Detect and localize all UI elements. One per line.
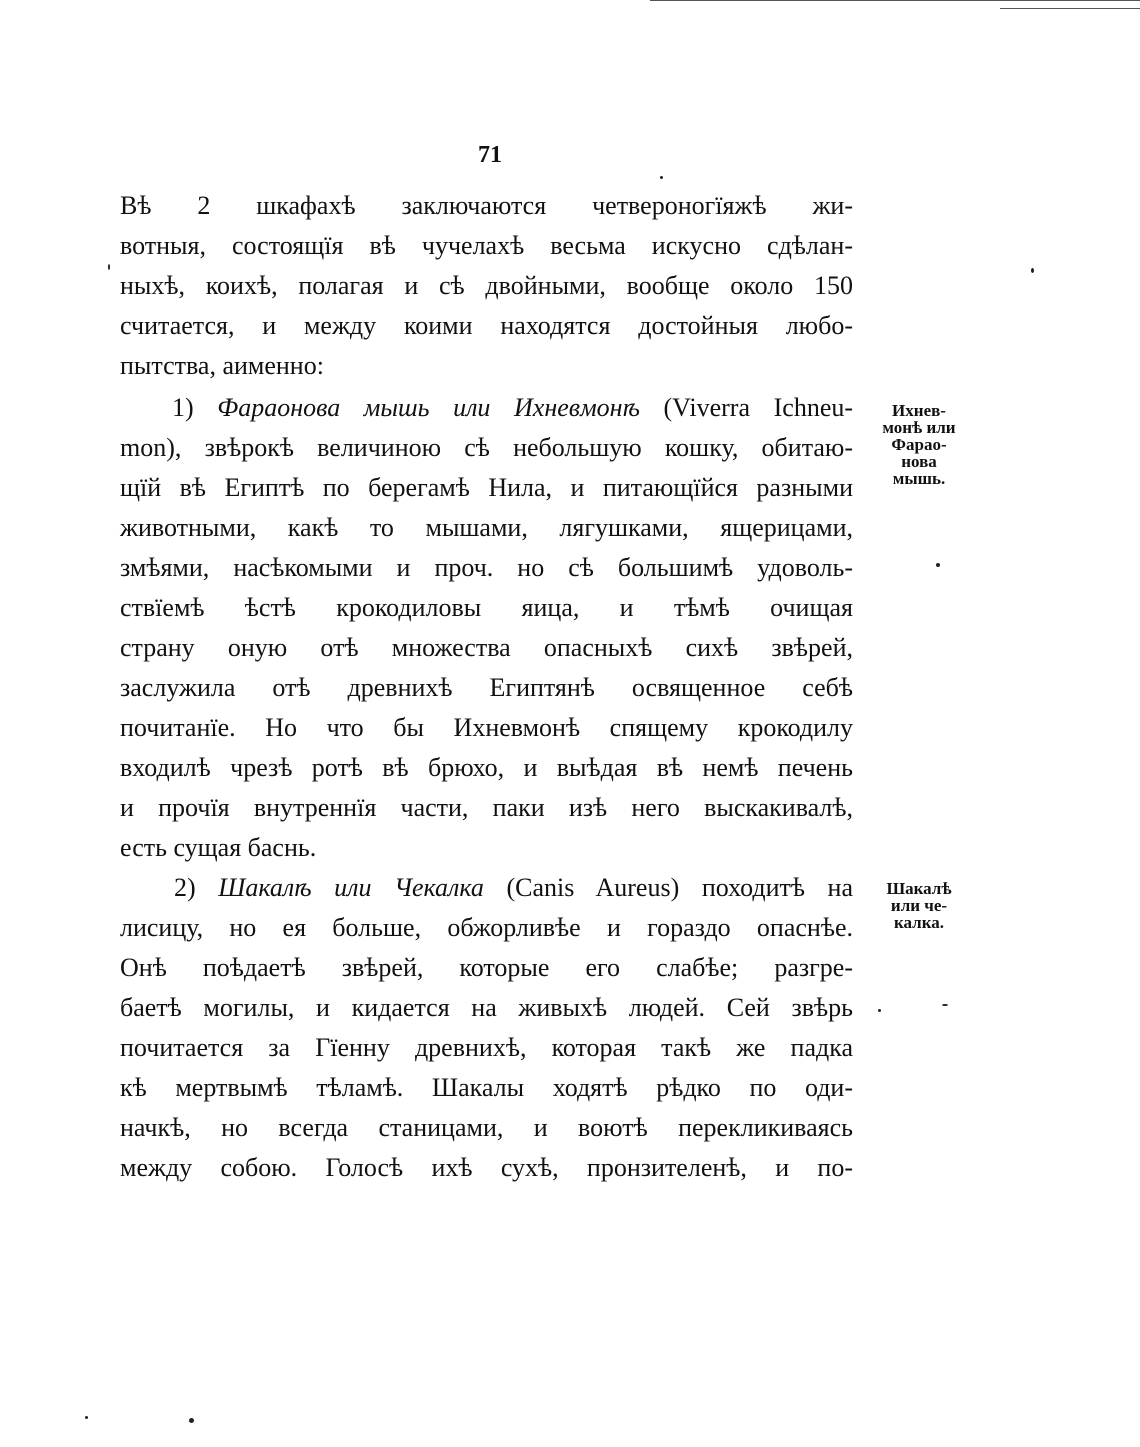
text-line: кѣ мертвымѣ тѣламѣ. Шакалы ходятѣ рѣдко по оди- [120,1073,853,1102]
entry-connector: или [453,393,491,422]
entry-number: 1) [172,393,194,422]
text-line: почитается за Гїенну древнихѣ, которая такѣ же падка [120,1033,853,1062]
entry-latin-name: (Canis Aureus) походитѣ на [506,873,853,902]
margin-note-ichneumon [862,402,976,487]
text-line: пытства, аименно: [120,351,324,380]
text-line: и прочїя внутреннїя части, паки изѣ него выскакивалѣ, [120,793,853,822]
text-line: почитанїе. Но что бы Ихневмонѣ спящему крокодилу [120,713,853,742]
text-line: змѣями, насѣкомыми и проч. но сѣ большимѣ удоволь- [120,553,853,582]
entry-name-alt: Ихневмонѣ [514,393,640,422]
text-line-entry-2 [120,868,853,908]
margin-note-line: Шакалѣ [886,879,952,898]
text-line: заслужила отѣ древнихѣ Египтянѣ освященное себѣ [120,673,853,702]
top-edge-line [650,0,1140,1]
entry-name: Фараонова мышь [217,393,430,422]
paper-speck [660,176,663,179]
paper-speck [878,1009,881,1012]
paper-speck [85,1416,88,1419]
top-edge-line [1000,8,1140,9]
text-line: есть сущая баснь. [120,833,317,862]
text-line: начкѣ, но всегда станицами, и воютѣ перекликиваясь [120,1113,853,1142]
paper-speck [942,1004,948,1006]
text-line: входилѣ чрезѣ ротѣ вѣ брюхо, и выѣдая вѣ немѣ печень [120,753,853,782]
text-line-entry-1 [120,388,853,428]
margin-note-line: монѣ или [882,418,956,437]
paper-speck [108,264,110,270]
text-line: между собою. Голосѣ ихѣ сухѣ, пронзителенѣ, и по- [120,1153,853,1182]
text-line: ныхѣ, коихѣ, полагая и сѣ двойными, вообще около 150 [120,271,853,300]
page-number: 71 [478,142,502,168]
paper-speck [1031,268,1034,273]
text-line: Вѣ 2 шкафахѣ заключаются четвероногїяжѣ жи- [120,191,853,220]
entry-latin-name: (Viverra Ichneu- [663,393,854,422]
text-line: лисицу, но ея больше, обжорливѣе и гораздо опаснѣе. [120,913,853,942]
text-line: Онѣ поѣдаетѣ звѣрей, которые его слабѣе; разгре- [120,953,853,982]
margin-note-line: калка. [893,913,944,932]
text-line: страну оную отѣ множества опасныхѣ сихѣ звѣрей, [120,633,853,662]
entry-name-alt: Чекалка [394,873,484,902]
text-line: баетѣ могилы, и кидается на живыхѣ людей. Сей звѣрь [120,993,853,1022]
text-line: mon), звѣрокѣ величиною сѣ небольшую кошку, обитаю- [120,433,853,462]
entry-number: 2) [174,873,196,902]
margin-note-line: нова [901,452,937,471]
margin-note-line: мышь. [892,469,946,488]
entry-name: Шакалѣ [218,873,312,902]
paper-speck [189,1418,194,1423]
margin-note-line: или че- [890,896,948,915]
entry-connector: или [334,873,372,902]
margin-note-jackal [862,880,976,931]
text-line: ствїемѣ ѣстѣ крокодиловы яица, и тѣмѣ очищая [120,593,853,622]
text-line: щїй вѣ Египтѣ по берегамѣ Нила, и питающїйся разными [120,473,853,502]
text-line: животными, какѣ то мышами, лягушками, ящерицами, [120,513,853,542]
text-line: вотныя, состоящїя вѣ чучелахѣ весьма искусно сдѣлан- [120,231,853,260]
paper-speck [936,563,940,567]
text-line: считается, и между коими находятся достойныя любо- [120,311,853,340]
margin-note-line: Ихнев- [892,401,946,420]
margin-note-line: Фарао- [891,435,947,454]
